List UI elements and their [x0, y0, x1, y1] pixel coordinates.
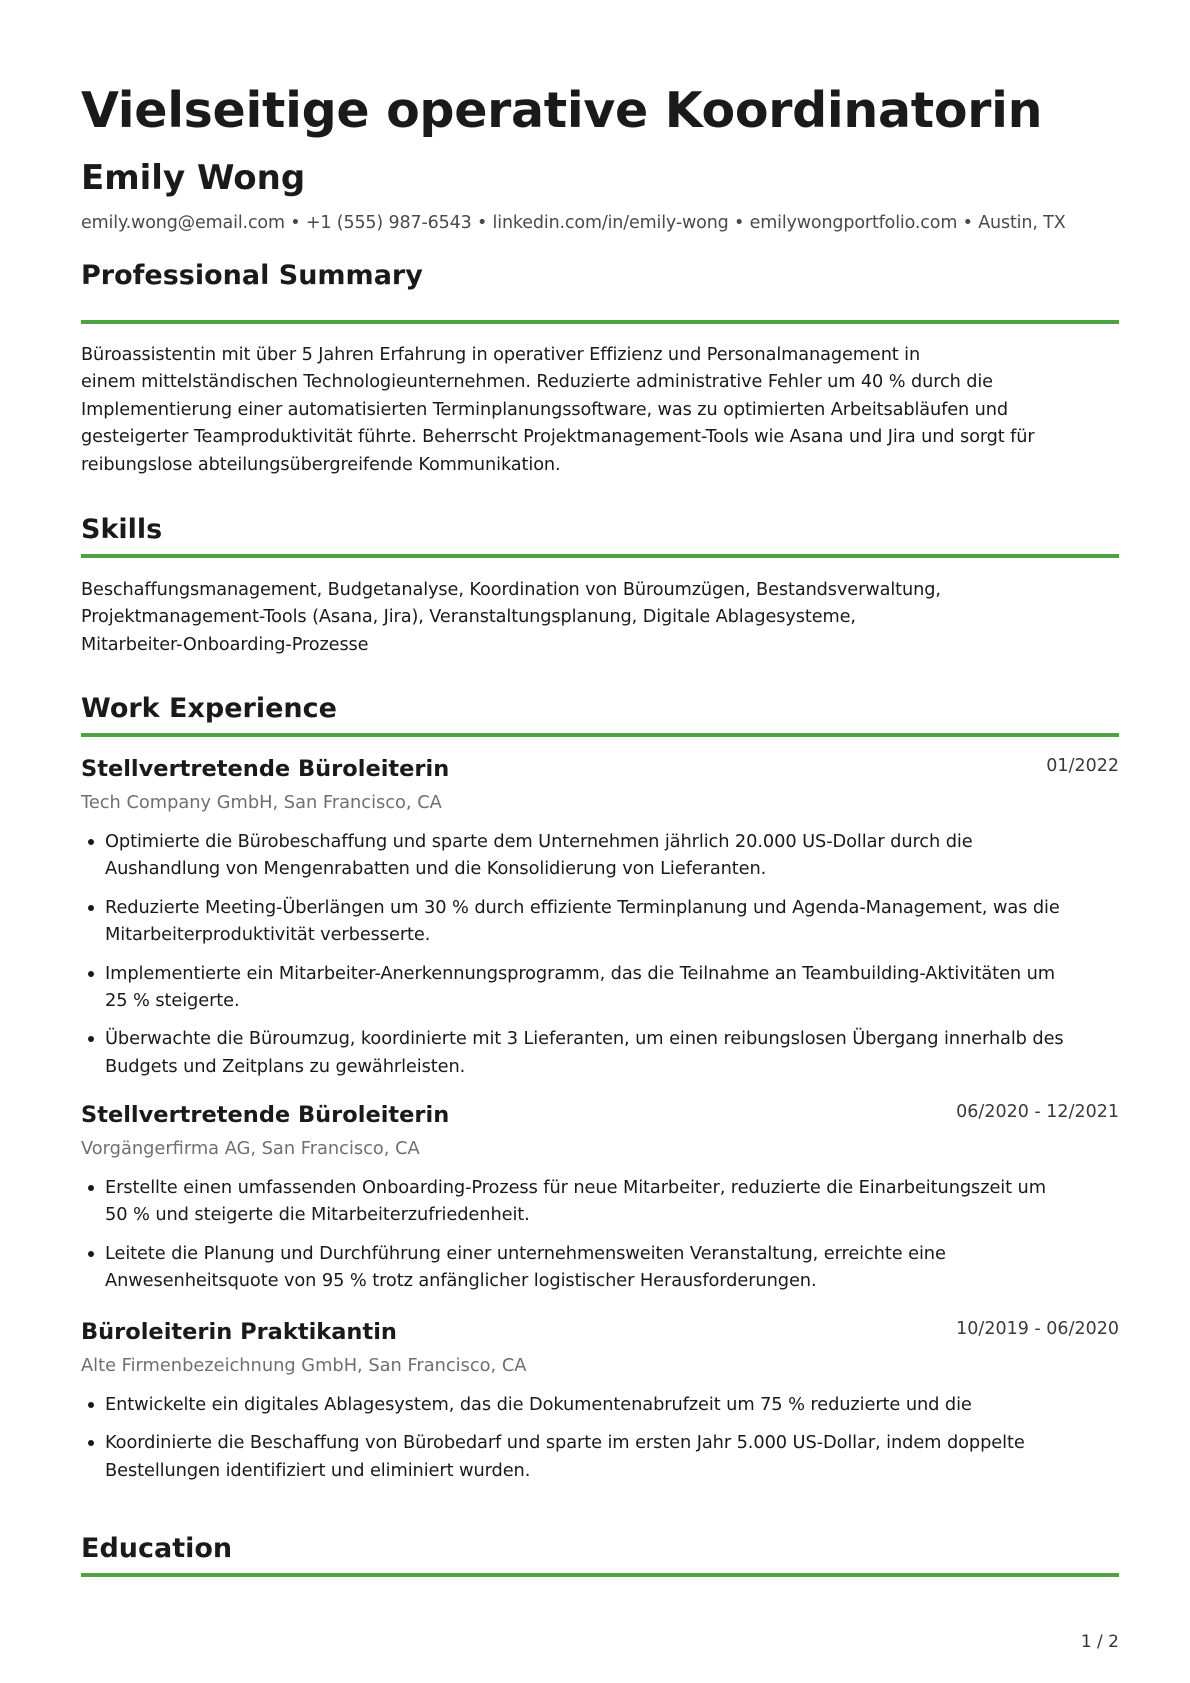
job-bullet: Reduzierte Meeting-Überlängen um 30 % durch effiziente Terminplanung und Agenda-Management, was die Mitarbeiterproduktivität verbesserte.	[81, 894, 1119, 949]
section-divider	[81, 733, 1119, 737]
bullet-icon	[88, 1251, 94, 1257]
candidate-name: Emily Wong	[81, 158, 306, 198]
bullet-icon	[88, 905, 94, 911]
summary-line: gesteigerter Teamproduktivität führte. Beherrscht Projektmanagement-Tools wie Asana und Jira und sorgt für	[81, 427, 1035, 448]
summary-text	[81, 342, 1119, 479]
skills-line: Mitarbeiter-Onboarding-Prozesse	[81, 634, 369, 655]
summary-line: Implementierung einer automatisierten Terminplanungssoftware, was zu optimierten Arbeitsabläufen und	[81, 399, 1009, 420]
summary-line: reibungslose abteilungsübergreifende Kommunikation.	[81, 454, 561, 475]
job-title: Stellvertretende Büroleiterin	[81, 756, 450, 782]
job-bullets	[81, 828, 1119, 1091]
job-bullet: Überwachte die Büroumzug, koordinierte mit 3 Lieferanten, um einen reibungslosen Übergang innerhalb des Budgets und Zeitplans zu gewährleisten.	[81, 1025, 1119, 1080]
job-company: Tech Company GmbH, San Francisco, CA	[81, 792, 442, 813]
contact-line: emily.wong@email.com • +1 (555) 987-6543 • linkedin.com/in/emily-wong • emilywongportfolio.com • Austin, TX	[81, 213, 1066, 233]
bullet-icon	[88, 971, 94, 977]
job-date: 01/2022	[1046, 756, 1119, 776]
section-heading-skills: Skills	[81, 514, 163, 545]
skills-line: Projektmanagement-Tools (Asana, Jira), Veranstaltungsplanung, Digitale Ablagesysteme,	[81, 607, 856, 628]
bullet-icon	[88, 1036, 94, 1042]
bullet-icon	[88, 839, 94, 845]
job-bullet: Koordinierte die Beschaffung von Bürobedarf und sparte im ersten Jahr 5.000 US-Dollar, indem doppelte Bestellungen identifiziert und eliminiert wurden.	[81, 1429, 1119, 1484]
skills-text	[81, 577, 1119, 659]
page-number: 1 / 2	[1080, 1632, 1119, 1652]
job-title: Büroleiterin Praktikantin	[81, 1319, 397, 1345]
job-company: Alte Firmenbezeichnung GmbH, San Francisco, CA	[81, 1355, 527, 1376]
skills-line: Beschaffungsmanagement, Budgetanalyse, Koordination von Büroumzügen, Bestandsverwaltung,	[81, 580, 941, 600]
section-divider	[81, 554, 1119, 558]
job-bullet: Implementierte ein Mitarbeiter-Anerkennungsprogramm, das die Teilnahme an Teambuilding-Aktivitäten um 25 % steigerte.	[81, 960, 1119, 1015]
resume-headline: Vielseitige operative Koordinatorin	[81, 82, 1043, 139]
job-bullet: Leitete die Planung und Durchführung einer unternehmensweiten Veranstaltung, erreichte eine Anwesenheitsquote von 95 % trotz anfänglicher logistischer Herausforderungen.	[81, 1240, 1119, 1295]
job-title: Stellvertretende Büroleiterin	[81, 1102, 450, 1128]
section-heading-education: Education	[81, 1533, 233, 1564]
job-bullet: Erstellte einen umfassenden Onboarding-Prozess für neue Mitarbeiter, reduzierte die Einarbeitungszeit um 50 % und steigerte die Mitarbeiterzufriedenheit.	[81, 1174, 1119, 1229]
section-divider	[81, 320, 1119, 324]
job-date: 06/2020 - 12/2021	[956, 1102, 1119, 1122]
section-heading-experience: Work Experience	[81, 693, 337, 724]
summary-line: Büroassistentin mit über 5 Jahren Erfahrung in operativer Effizienz und Personalmanagement in	[81, 345, 921, 365]
section-divider	[81, 1573, 1119, 1577]
bullet-icon	[88, 1440, 94, 1446]
job-bullet: Entwickelte ein digitales Ablagesystem, das die Dokumentenabrufzeit um 75 % reduzierte und die	[81, 1391, 1119, 1418]
summary-line: einem mittelständischen Technologieunternehmen. Reduzierte administrative Fehler um 40 % durch die	[81, 372, 993, 393]
job-bullets	[81, 1391, 1119, 1495]
job-company: Vorgängerfirma AG, San Francisco, CA	[81, 1138, 420, 1159]
job-date: 10/2019 - 06/2020	[956, 1319, 1119, 1339]
bullet-icon	[88, 1402, 94, 1408]
section-heading-summary: Professional Summary	[81, 260, 423, 291]
job-bullet: Optimierte die Bürobeschaffung und sparte dem Unternehmen jährlich 20.000 US-Dollar durch die Aushandlung von Mengenrabatten und die Konsolidierung von Lieferanten.	[81, 828, 1119, 883]
job-bullets	[81, 1174, 1119, 1306]
bullet-icon	[88, 1185, 94, 1191]
